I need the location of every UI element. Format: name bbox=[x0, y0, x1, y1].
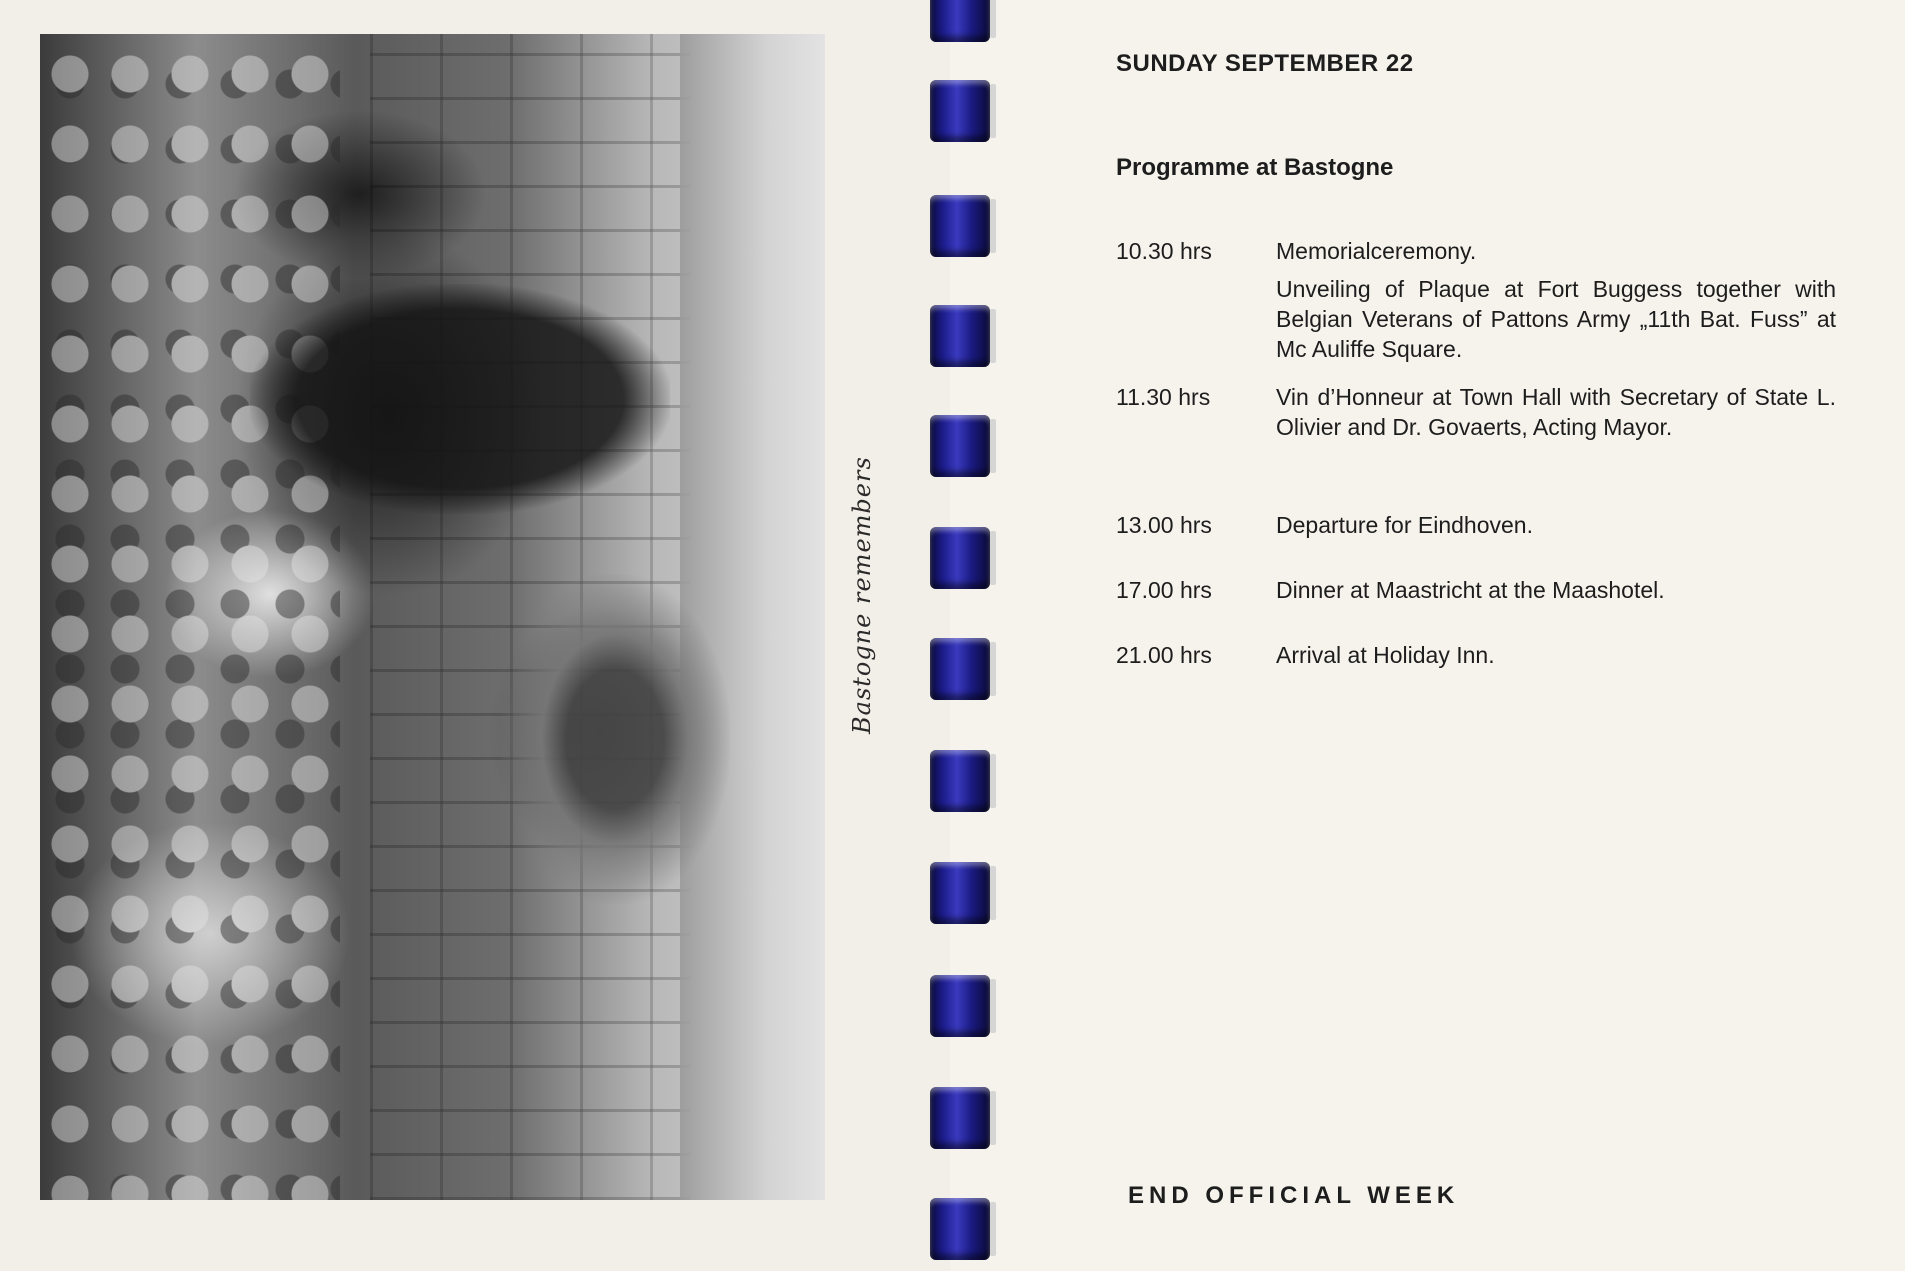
binding-ring bbox=[930, 975, 990, 1037]
spiral-binding bbox=[930, 0, 990, 1271]
binding-ring bbox=[930, 305, 990, 367]
binding-ring bbox=[930, 195, 990, 257]
right-page bbox=[950, 0, 1905, 1271]
binding-ring bbox=[930, 1198, 990, 1260]
entry-description: Departure for Eindhoven. bbox=[1276, 512, 1533, 538]
photo-kneeling-figure bbox=[250, 284, 670, 514]
photo-crowd bbox=[40, 34, 340, 1200]
entry-time: 13.00 hrs bbox=[1116, 512, 1212, 538]
entry-time: 10.30 hrs bbox=[1116, 238, 1212, 264]
binding-ring bbox=[930, 80, 990, 142]
binding-ring bbox=[930, 415, 990, 477]
entry-time: 21.00 hrs bbox=[1116, 642, 1212, 668]
binding-ring bbox=[930, 527, 990, 589]
programme-subheading: Programme at Bastogne bbox=[1116, 154, 1394, 181]
entry-time: 17.00 hrs bbox=[1116, 577, 1212, 603]
binding-ring bbox=[930, 0, 990, 42]
binding-ring bbox=[930, 862, 990, 924]
memorial-photo bbox=[40, 34, 825, 1200]
entry-description: Vin d’Honneur at Town Hall with Secretary of State L. Olivier and Dr. Govaerts, Acting Mayor. bbox=[1276, 384, 1836, 440]
binding-ring bbox=[930, 1087, 990, 1149]
photo-caption: Bastogne remembers bbox=[848, 456, 876, 734]
entry-description: Memorialceremony. bbox=[1276, 238, 1477, 264]
entry-description: Arrival at Holiday Inn. bbox=[1276, 642, 1495, 668]
page-heading: SUNDAY SEPTEMBER 22 bbox=[1116, 50, 1414, 77]
photo-wreath bbox=[500, 574, 730, 904]
entry-description: Dinner at Maastricht at the Maashotel. bbox=[1276, 577, 1665, 603]
entry-time: 11.30 hrs bbox=[1116, 384, 1211, 410]
binding-ring bbox=[930, 750, 990, 812]
binding-ring bbox=[930, 638, 990, 700]
entry-description: Unveiling of Plaque at Fort Buggess together with Belgian Veterans of Pattons Army „11th Bat. Fuss” at Mc Auliffe Square. bbox=[1276, 276, 1836, 362]
left-page bbox=[0, 0, 950, 1271]
end-official-week: END OFFICIAL WEEK bbox=[1128, 1182, 1460, 1209]
